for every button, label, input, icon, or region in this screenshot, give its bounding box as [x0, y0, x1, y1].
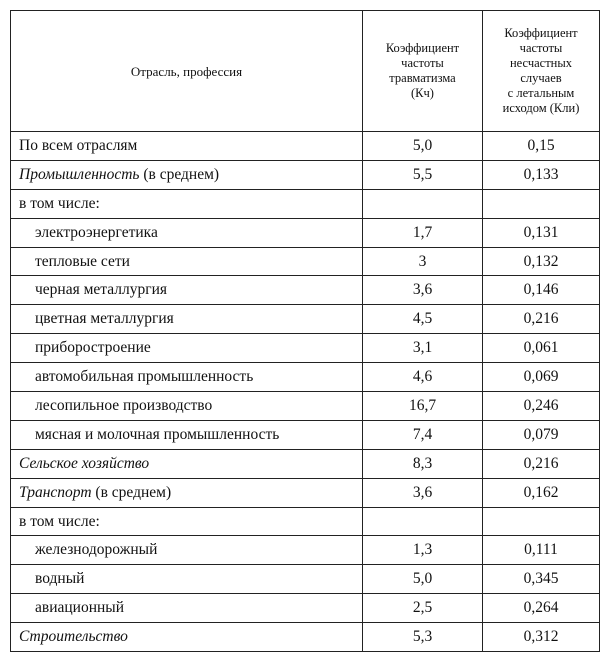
- table-row: [11, 420, 600, 449]
- industry-name-cell: [11, 420, 363, 449]
- fatal-rate-cell: 0,216: [483, 449, 600, 478]
- industry-name: тепловые сети: [35, 252, 130, 270]
- injury-rate-table: [10, 10, 600, 652]
- fatal-rate-cell: 0,061: [483, 334, 600, 363]
- industry-name: черная металлургия: [35, 281, 168, 299]
- fatal-rate-cell: 0,162: [483, 478, 600, 507]
- industry-name-suffix: (в среднем): [139, 165, 220, 183]
- industry-name-suffix: (в среднем): [91, 483, 172, 501]
- injury-rate-cell: 4,5: [363, 305, 483, 334]
- fatal-rate-cell: 0,264: [483, 594, 600, 623]
- industry-name: водный: [35, 570, 85, 588]
- injury-rate-cell: 3,1: [363, 334, 483, 363]
- injury-rate-cell: 4,6: [363, 363, 483, 392]
- injury-rate-cell: 1,3: [363, 536, 483, 565]
- fatal-rate-cell: 0,15: [483, 132, 600, 161]
- industry-name: приборостроение: [35, 339, 151, 357]
- header-fatal-rate: Коэффициент частоты несчастных случаев с летальным исходом (Кли): [483, 11, 600, 132]
- table-row: [11, 276, 600, 305]
- fatal-rate-cell: [483, 507, 600, 536]
- table-header-row: [11, 11, 600, 132]
- injury-rate-cell: [363, 507, 483, 536]
- injury-rate-cell: 8,3: [363, 449, 483, 478]
- industry-name: По всем отраслям: [19, 136, 138, 154]
- industry-name-cell: [11, 160, 363, 189]
- fatal-rate-cell: 0,246: [483, 392, 600, 421]
- table-body: [11, 132, 600, 652]
- industry-name: электроэнергетика: [35, 223, 158, 241]
- table-row: [11, 594, 600, 623]
- injury-rate-cell: 5,0: [363, 565, 483, 594]
- injury-rate-cell: [363, 189, 483, 218]
- injury-rate-cell: 1,7: [363, 218, 483, 247]
- industry-name-italic: Промышленность: [19, 165, 140, 183]
- fatal-rate-cell: 0,146: [483, 276, 600, 305]
- header-industry: Отрасль, профессия: [11, 11, 363, 132]
- industry-name-cell: [11, 305, 363, 334]
- industry-name-cell: [11, 189, 363, 218]
- injury-rate-cell: 5,0: [363, 132, 483, 161]
- injury-rate-cell: 7,4: [363, 420, 483, 449]
- injury-rate-cell: 3,6: [363, 276, 483, 305]
- table-row: [11, 392, 600, 421]
- industry-name: автомобильная промышленность: [35, 368, 254, 386]
- table-row: [11, 536, 600, 565]
- fatal-rate-cell: 0,345: [483, 565, 600, 594]
- industry-name: лесопильное производство: [35, 396, 213, 414]
- industry-name-cell: [11, 218, 363, 247]
- industry-name-cell: [11, 247, 363, 276]
- industry-name-italic: Строительство: [19, 628, 128, 646]
- fatal-rate-cell: 0,133: [483, 160, 600, 189]
- industry-name-italic: Транспорт: [19, 483, 92, 501]
- table-row: [11, 334, 600, 363]
- table-row: [11, 478, 600, 507]
- table-row: [11, 132, 600, 161]
- table-container: [10, 10, 600, 652]
- header-injury-rate: Коэффициент частоты травматизма (Кч): [363, 11, 483, 132]
- fatal-rate-cell: 0,312: [483, 623, 600, 652]
- table-row: [11, 247, 600, 276]
- injury-rate-cell: 3,6: [363, 478, 483, 507]
- industry-name: в том числе:: [19, 194, 100, 212]
- industry-name-cell: [11, 594, 363, 623]
- table-row: [11, 449, 600, 478]
- industry-name: авиационный: [35, 599, 125, 617]
- table-row: [11, 218, 600, 247]
- injury-rate-cell: 5,3: [363, 623, 483, 652]
- industry-name-cell: [11, 334, 363, 363]
- industry-name: в том числе:: [19, 512, 100, 530]
- industry-name-cell: [11, 565, 363, 594]
- table-row: [11, 160, 600, 189]
- industry-name-cell: [11, 478, 363, 507]
- industry-name-cell: [11, 132, 363, 161]
- fatal-rate-cell: 0,131: [483, 218, 600, 247]
- industry-name-italic: Сельское хозяйство: [19, 454, 150, 472]
- fatal-rate-cell: 0,069: [483, 363, 600, 392]
- table-row: [11, 189, 600, 218]
- industry-name: мясная и молочная промышленность: [35, 425, 280, 443]
- fatal-rate-cell: [483, 189, 600, 218]
- industry-name-cell: [11, 392, 363, 421]
- table-row: [11, 363, 600, 392]
- table-row: [11, 507, 600, 536]
- industry-name-cell: [11, 363, 363, 392]
- table-row: [11, 305, 600, 334]
- injury-rate-cell: 3: [363, 247, 483, 276]
- fatal-rate-cell: 0,111: [483, 536, 600, 565]
- table-row: [11, 623, 600, 652]
- industry-name: цветная металлургия: [35, 310, 174, 328]
- fatal-rate-cell: 0,079: [483, 420, 600, 449]
- fatal-rate-cell: 0,216: [483, 305, 600, 334]
- injury-rate-cell: 16,7: [363, 392, 483, 421]
- industry-name: железнодорожный: [35, 541, 158, 559]
- fatal-rate-cell: 0,132: [483, 247, 600, 276]
- industry-name-cell: [11, 449, 363, 478]
- industry-name-cell: [11, 507, 363, 536]
- table-row: [11, 565, 600, 594]
- industry-name-cell: [11, 623, 363, 652]
- industry-name-cell: [11, 536, 363, 565]
- injury-rate-cell: 5,5: [363, 160, 483, 189]
- industry-name-cell: [11, 276, 363, 305]
- injury-rate-cell: 2,5: [363, 594, 483, 623]
